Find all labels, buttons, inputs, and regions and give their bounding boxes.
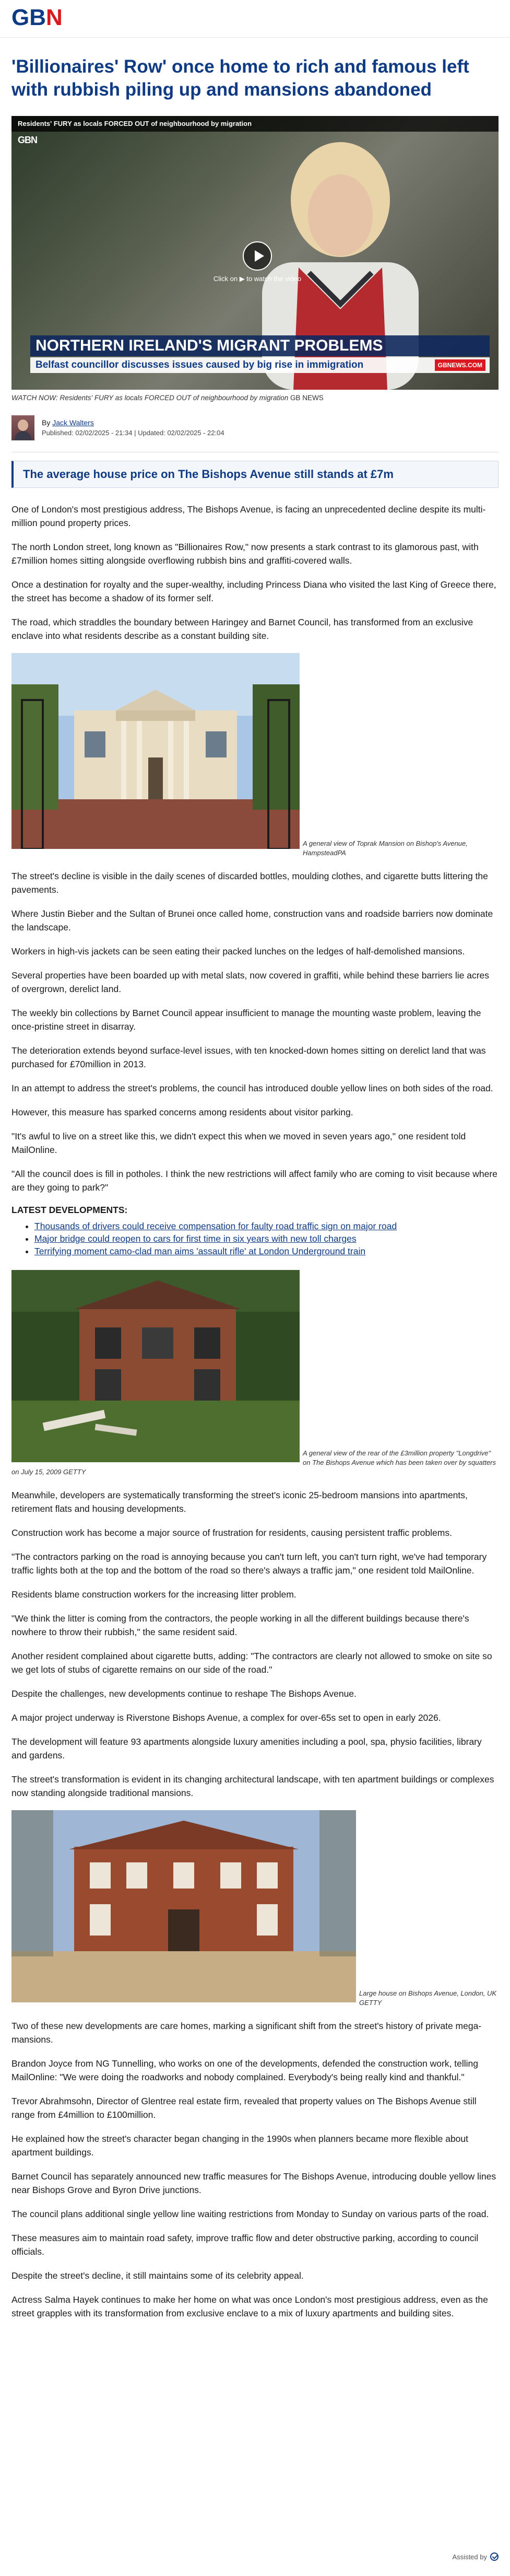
byline-by: By xyxy=(42,418,51,427)
assisted-by[interactable] xyxy=(453,2552,499,2561)
paragraph: Brandon Joyce from NG Tunnelling, who works on one of the developments, defended the construction work, telling MailOnline: "We were doing the roadworks and nobody complained. Everybody's being really kind and thankful." xyxy=(11,2058,478,2082)
article-body xyxy=(11,503,499,2320)
large-house-photo xyxy=(11,1810,356,2002)
paragraph: The north London street, long known as "Billionaires Row," now presents a stark contrast to its glamorous past, with £7million homes sitting alongside overflowing rubbish bins and graffiti-covered walls. xyxy=(11,542,479,566)
assisted-by-label: Assisted by xyxy=(452,2552,487,2561)
author-avatar[interactable] xyxy=(11,415,34,440)
video-lower-third-subtitle xyxy=(30,357,490,373)
figure-caption-text: Large house on Bishops Avenue, London, UK xyxy=(359,1989,497,1997)
figure-caption-text: A general view of the rear of the £3million property "Longdrive" on The Bishops Avenue which has been taken over by squatters on July 15, 2009 xyxy=(11,1449,496,1476)
figure-caption-source: GETTY xyxy=(63,1468,86,1476)
figure-longdrive xyxy=(11,1270,499,1477)
list-item xyxy=(34,1232,499,1245)
related-link[interactable]: Major bridge could reopen to cars for first time in six years with new toll charges xyxy=(34,1233,357,1244)
longdrive-photo xyxy=(11,1270,300,1462)
paragraph: The development will feature 93 apartments alongside luxury amenities including a pool, spa, physio facilities, library and gardens. xyxy=(11,1736,482,1761)
paragraph: Despite the street's decline, it still maintains some of its celebrity appeal. xyxy=(11,2270,304,2281)
paragraph: "All the council does is fill in potholes. I think the new restrictions will affect family who are coming to visit because where are they going to park?" xyxy=(11,1169,497,1193)
paragraph: Meanwhile, developers are systematically transforming the street's iconic 25-bedroom mansions into apartments, retirement flats and housing developments. xyxy=(11,1490,468,1514)
paragraph: A major project underway is Riverstone Bishops Avenue, a complex for over-65s set to open in early 2026. xyxy=(11,1712,441,1723)
related-link[interactable]: Terrifying moment camo-clad man aims 'assault rifle' at London Underground train xyxy=(34,1246,366,1256)
paragraph: Trevor Abrahmsohn, Director of Glentree real estate firm, revealed that property values on The Bishops Avenue still range from £4million to £100million. xyxy=(11,2096,477,2120)
paragraph: Another resident complained about cigarette butts, adding: "The contractors are clearly not allowed to smoke on site so we get lots of stubs of cigarette remains on our side of the road." xyxy=(11,1651,492,1675)
video-player[interactable] xyxy=(11,116,499,390)
paragraph: Actress Salma Hayek continues to make her home on what was once London's most prestigious address, even as the street grapples with its transformation from exclusive enclave to a mix of luxury apartments and building sites. xyxy=(11,2294,488,2318)
paragraph: The council plans additional single yellow line waiting restrictions from Monday to Sunday on various parts of the road. xyxy=(11,2209,489,2219)
gbnews-logo[interactable] xyxy=(11,6,62,29)
longdrive-image xyxy=(11,1270,300,1462)
video-caption-text: WATCH NOW: Residents' FURY as locals FORCED OUT of neighbourhood by migration xyxy=(11,394,289,402)
paragraph: These measures aim to maintain road safety, improve traffic flow and deter obstructive parking, according to council officials. xyxy=(11,2233,479,2257)
logo-letter-n: N xyxy=(46,5,62,30)
author-link[interactable]: Jack Walters xyxy=(52,418,94,427)
paragraph: The street's decline is visible in the daily scenes of discarded bottles, moulding clothes, and cigarette butts littering the pavements. xyxy=(11,871,488,895)
byline-text xyxy=(42,415,224,441)
summary-box: The average house price on The Bishops Avenue still stands at £7m xyxy=(11,461,499,488)
paragraph: Two of these new developments are care homes, marking a significant shift from the street's history of private mega-mansions. xyxy=(11,2021,482,2045)
paragraph: However, this measure has sparked concerns among residents about visitor parking. xyxy=(11,1107,353,1117)
video-channel-logo: GBN xyxy=(18,135,37,145)
mansion-photo xyxy=(11,653,300,849)
figure-caption: A general view of Toprak Mansion on Bishop's Avenue, HampsteadPA xyxy=(303,840,468,857)
video-lower-third-title: NORTHERN IRELAND'S MIGRANT PROBLEMS xyxy=(30,335,490,356)
paragraph: Where Justin Bieber and the Sultan of Brunei once called home, construction vans and roadside barriers now dominate the landscape. xyxy=(11,908,493,933)
paragraph: In an attempt to address the street's problems, the council has introduced double yellow lines on both sides of the road. xyxy=(11,1083,493,1093)
paragraph: He explained how the street's character began changing in the 1990s when planners became more flexible about apartment buildings. xyxy=(11,2134,469,2158)
mansion-image xyxy=(11,653,300,849)
check-circle-icon xyxy=(490,2552,499,2561)
paragraph: One of London's most prestigious address, The Bishops Avenue, is facing an unprecedented decline despite its multi-million pound property prices. xyxy=(11,504,486,528)
logo-letter-g: G xyxy=(11,5,29,30)
large-house-image xyxy=(11,1810,356,2002)
play-icon[interactable] xyxy=(243,241,272,271)
play-label: Click on ▶ to watch the video xyxy=(213,275,302,283)
site-header xyxy=(0,0,510,38)
latest-developments-heading: LATEST DEVELOPMENTS: xyxy=(11,1205,128,1215)
logo-letter-b: B xyxy=(29,5,45,30)
paragraph: Once a destination for royalty and the super-wealthy, including Princess Diana who visited the last King of Greece there, the street has become a shadow of its former self. xyxy=(11,579,496,603)
paragraph: The street's transformation is evident in its changing architectural landscape, with ten apartment buildings or complexes now standing alongside traditional mansions. xyxy=(11,1774,494,1798)
paragraph: "We think the litter is coming from the contractors, the people working in all the different buildings because there's nowhere to throw their rubbish," the same resident said. xyxy=(11,1613,469,1637)
paragraph: Barnet Council has separately announced new traffic measures for The Bishops Avenue, introducing double yellow lines near Bishops Grove and Byron Drive junctions. xyxy=(11,2171,496,2195)
paragraph: Residents blame construction workers for the increasing litter problem. xyxy=(11,1589,296,1600)
video-caption-source: GB NEWS xyxy=(290,394,324,402)
figure-large-house xyxy=(11,1810,499,2008)
figure-toprak-mansion xyxy=(11,653,499,858)
paragraph: Several properties have been boarded up with metal slats, now covered in graffiti, while behind these barriers lie acres of overgrown, derelict land. xyxy=(11,970,490,994)
figure-caption-source: GETTY xyxy=(359,1999,382,2007)
publish-dates: Published: 02/02/2025 - 21:34 | Updated: 02/02/2025 - 22:04 xyxy=(42,429,224,437)
paragraph: Despite the challenges, new developments continue to reshape The Bishops Avenue. xyxy=(11,1688,357,1699)
paragraph: The weekly bin collections by Barnet Council appear insufficient to manage the mounting waste problem, leaving the once-pristine street in disarray. xyxy=(11,1008,481,1032)
article-headline: 'Billionaires' Row' once home to rich and famous left with rubbish piling up and mansions abandoned xyxy=(11,56,469,100)
video-site-tag: GBNEWS.COM xyxy=(435,359,485,371)
paragraph: "It's awful to live on a street like this, we didn't expect this when we moved in seven years ago," one resident told MailOnline. xyxy=(11,1131,466,1155)
list-item xyxy=(34,1220,499,1232)
paragraph: "The contractors parking on the road is annoying because you can't turn left, you can't turn right, we've had temporary traffic lights both at the top and the bottom of the road so there's always a traffic jam," one resident told MailOnline. xyxy=(11,1552,487,1576)
list-item xyxy=(34,1245,499,1257)
paragraph: Construction work has become a major source of frustration for residents, causing persistent traffic problems. xyxy=(11,1528,452,1538)
video-caption xyxy=(11,394,499,402)
byline xyxy=(11,415,499,441)
latest-developments-list xyxy=(11,1220,499,1257)
video-lower-third-subtitle-text: Belfast councillor discusses issues caused by big rise in immigration xyxy=(35,359,364,370)
paragraph: The deterioration extends beyond surface-level issues, with ten knocked-down homes sitting on derelict land that was purchased for £70million in 2013. xyxy=(11,1045,486,1069)
paragraph: The road, which straddles the boundary between Haringey and Barnet Council, has transformed from an exclusive enclave into what residents describe as a constant building site. xyxy=(11,617,473,641)
related-link[interactable]: Thousands of drivers could receive compensation for faulty road traffic sign on major road xyxy=(34,1221,397,1231)
paragraph: Workers in high-vis jackets can be seen eating their packed lunches on the ledges of half-demolished mansions. xyxy=(11,946,465,957)
video-topbar: Residents' FURY as locals FORCED OUT of neighbourhood by migration xyxy=(11,116,499,132)
